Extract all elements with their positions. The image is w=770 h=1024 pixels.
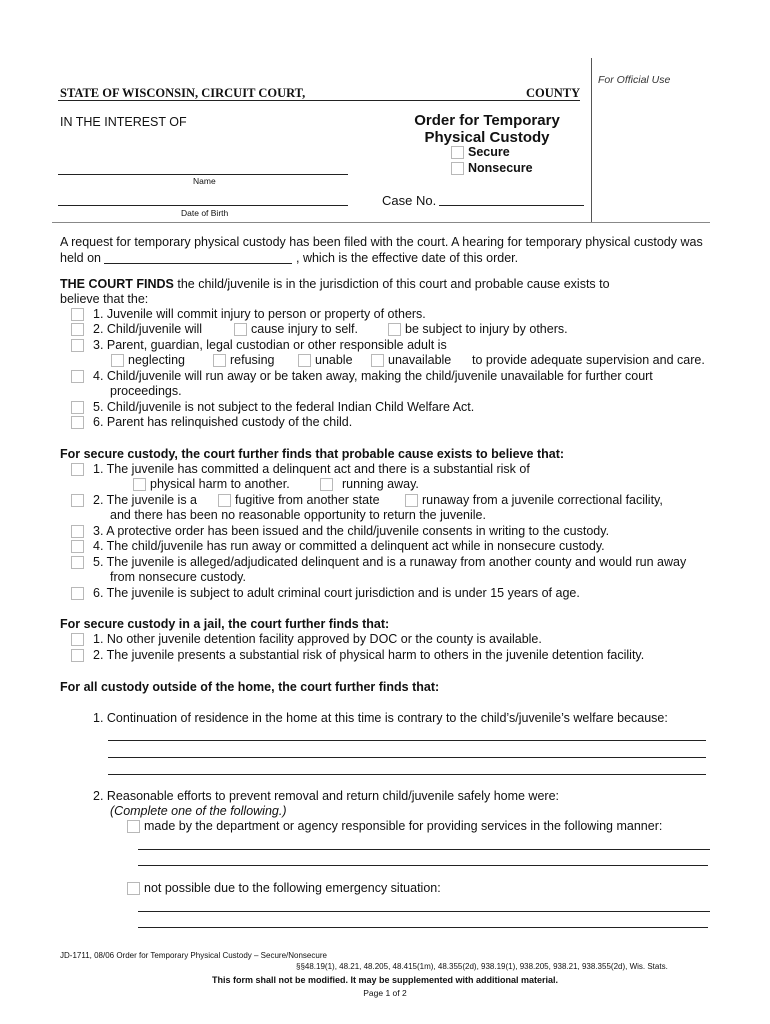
- finds-5-text: 5. Child/juvenile is not subject to the federal Indian Child Welfare Act.: [93, 400, 475, 414]
- secure-6-text: 6. The juvenile is subject to adult criminal court jurisdiction and is under 15 years of age.: [93, 586, 580, 600]
- header-bottom-rule: [52, 222, 710, 223]
- emergency-line-2[interactable]: [138, 927, 708, 928]
- jail-2-checkbox[interactable]: [71, 649, 84, 662]
- footer-statutes: §§48.19(1), 48.21, 48.205, 48.415(1m), 48.355(2d), 938.19(1), 938.205, 938.21, 938.355(2d), Wis. Stats.: [296, 962, 668, 971]
- intro-line2-rest: , which is the effective date of this order.: [296, 251, 519, 265]
- nonsecure-checkbox[interactable]: [451, 162, 464, 175]
- secure-label: Secure: [468, 145, 510, 159]
- hearing-date-field[interactable]: [104, 263, 292, 264]
- dob-field[interactable]: [58, 205, 348, 206]
- secure-2-fugitive-checkbox[interactable]: [218, 494, 231, 507]
- efforts-made-text: made by the department or agency responsible for providing services in the following manner:: [144, 819, 663, 833]
- nonsecure-label: Nonsecure: [468, 161, 533, 175]
- jail-heading: For secure custody in a jail, the court further finds that:: [60, 617, 390, 631]
- interest-of-label: IN THE INTEREST OF: [60, 115, 187, 129]
- outside-2-note: (Complete one of the following.): [110, 804, 287, 818]
- secure-1-harm-checkbox[interactable]: [133, 478, 146, 491]
- finds-3-tail: to provide adequate supervision and care.: [472, 353, 705, 367]
- secure-checkbox[interactable]: [451, 146, 464, 159]
- intro-line1: A request for temporary physical custody has been filed with the court. A hearing for temporary physical custody was: [60, 235, 703, 249]
- emergency-line-1[interactable]: [138, 911, 710, 912]
- official-use-label: For Official Use: [598, 74, 671, 86]
- outside-heading: For all custody outside of the home, the court further finds that:: [60, 680, 440, 694]
- finds-4-text-a: 4. Child/juvenile will run away or be taken away, making the child/juvenile unavailable for further court: [93, 369, 653, 383]
- finds-3-text: 3. Parent, guardian, legal custodian or other responsible adult is: [93, 338, 447, 352]
- dob-caption: Date of Birth: [181, 208, 229, 218]
- welfare-reason-line-3[interactable]: [108, 774, 706, 775]
- outside-2-text: 2. Reasonable efforts to prevent removal and return child/juvenile safely home were:: [93, 789, 559, 803]
- secure-5-text-b: from nonsecure custody.: [110, 570, 246, 584]
- secure-5-text-a: 5. The juvenile is alleged/adjudicated delinquent and is a runaway from another county and would run away: [93, 555, 687, 569]
- neglecting-label: neglecting: [128, 353, 185, 367]
- secure-1-text: 1. The juvenile has committed a delinquent act and there is a substantial risk of: [93, 462, 530, 476]
- unavailable-checkbox[interactable]: [371, 354, 384, 367]
- secure-2-fugitive-text: fugitive from another state: [235, 493, 380, 507]
- finds-4-text-b: proceedings.: [110, 384, 182, 398]
- footer-form-id: JD-1711, 08/06 Order for Temporary Physical Custody – Secure/Nonsecure: [60, 951, 327, 960]
- secure-4-checkbox[interactable]: [71, 540, 84, 553]
- efforts-made-checkbox[interactable]: [127, 820, 140, 833]
- secure-1-runaway-text: running away.: [342, 477, 419, 491]
- jail-1-text: 1. No other juvenile detention facility approved by DOC or the county is available.: [93, 632, 542, 646]
- finds-2-text: 2. Child/juvenile will: [93, 322, 203, 336]
- finds-4-checkbox[interactable]: [71, 370, 84, 383]
- secure-heading: For secure custody, the court further finds that probable cause exists to believe that:: [60, 447, 565, 461]
- not-possible-text: not possible due to the following emergency situation:: [144, 881, 441, 895]
- secure-2-runaway-checkbox[interactable]: [405, 494, 418, 507]
- unable-checkbox[interactable]: [298, 354, 311, 367]
- welfare-reason-line-2[interactable]: [108, 757, 706, 758]
- jail-1-checkbox[interactable]: [71, 633, 84, 646]
- court-heading: STATE OF WISCONSIN, CIRCUIT COURT,: [60, 86, 306, 100]
- refusing-checkbox[interactable]: [213, 354, 226, 367]
- jail-2-text: 2. The juvenile presents a substantial risk of physical harm to others in the juvenile detention facility.: [93, 648, 645, 662]
- footer-notice: This form shall not be modified. It may be supplemented with additional material.: [211, 975, 559, 985]
- finds-3-checkbox[interactable]: [71, 339, 84, 352]
- form-title-line1: Order for Temporary: [414, 112, 560, 129]
- footer-page-number: Page 1 of 2: [363, 988, 407, 998]
- unable-label: unable: [315, 353, 353, 367]
- efforts-made-line-2[interactable]: [138, 865, 708, 866]
- name-field[interactable]: [58, 174, 348, 175]
- secure-2-checkbox[interactable]: [71, 494, 84, 507]
- finds-2-others-text: be subject to injury by others.: [405, 322, 568, 336]
- finds-2-others-checkbox[interactable]: [388, 323, 401, 336]
- case-no-label: Case No.: [382, 193, 437, 208]
- court-finds-line2: believe that the:: [60, 292, 149, 306]
- secure-2-runaway-text: runaway from a juvenile correctional facility,: [422, 493, 663, 507]
- court-finds-bold: THE COURT FINDS: [60, 277, 174, 291]
- unavailable-label: unavailable: [388, 353, 452, 367]
- efforts-made-line-1[interactable]: [138, 849, 710, 850]
- form-title: [412, 112, 562, 146]
- official-use-divider: [591, 58, 592, 222]
- secure-4-text: 4. The child/juvenile has run away or committed a delinquent act while in nonsecure custody.: [93, 539, 605, 553]
- secure-1-harm-text: physical harm to another.: [150, 477, 290, 491]
- finds-1-text: 1. Juvenile will commit injury to person or property of others.: [93, 307, 426, 321]
- secure-3-checkbox[interactable]: [71, 525, 84, 538]
- not-possible-checkbox[interactable]: [127, 882, 140, 895]
- county-label: COUNTY: [526, 86, 581, 100]
- secure-5-checkbox[interactable]: [71, 556, 84, 569]
- secure-1-checkbox[interactable]: [71, 463, 84, 476]
- finds-2-self-checkbox[interactable]: [234, 323, 247, 336]
- welfare-reason-line-1[interactable]: [108, 740, 706, 741]
- finds-2-checkbox[interactable]: [71, 323, 84, 336]
- outside-1-text: 1. Continuation of residence in the home at this time is contrary to the child’s/juvenile’s welfare because:: [93, 711, 668, 725]
- finds-5-checkbox[interactable]: [71, 401, 84, 414]
- secure-2-text-b: and there has been no reasonable opportunity to return the juvenile.: [110, 508, 486, 522]
- court-finds-rest: the child/juvenile is in the jurisdiction of this court and probable cause exists to: [177, 277, 610, 291]
- secure-3-text: 3. A protective order has been issued and the child/juvenile consents in writing to the custody.: [93, 524, 610, 538]
- case-no-field[interactable]: [439, 205, 584, 206]
- form-title-line2: Physical Custody: [424, 129, 550, 146]
- court-finds-line1: [60, 277, 610, 291]
- court-heading-rule: [58, 100, 580, 101]
- neglecting-checkbox[interactable]: [111, 354, 124, 367]
- finds-6-text: 6. Parent has relinquished custody of the child.: [93, 415, 353, 429]
- finds-6-checkbox[interactable]: [71, 416, 84, 429]
- secure-1-runaway-checkbox[interactable]: [320, 478, 333, 491]
- refusing-label: refusing: [230, 353, 275, 367]
- finds-2-self-text: cause injury to self.: [251, 322, 358, 336]
- held-on-label: held on: [60, 251, 102, 265]
- secure-6-checkbox[interactable]: [71, 587, 84, 600]
- finds-1-checkbox[interactable]: [71, 308, 84, 321]
- name-caption: Name: [193, 176, 216, 186]
- secure-2-text: 2. The juvenile is a: [93, 493, 197, 507]
